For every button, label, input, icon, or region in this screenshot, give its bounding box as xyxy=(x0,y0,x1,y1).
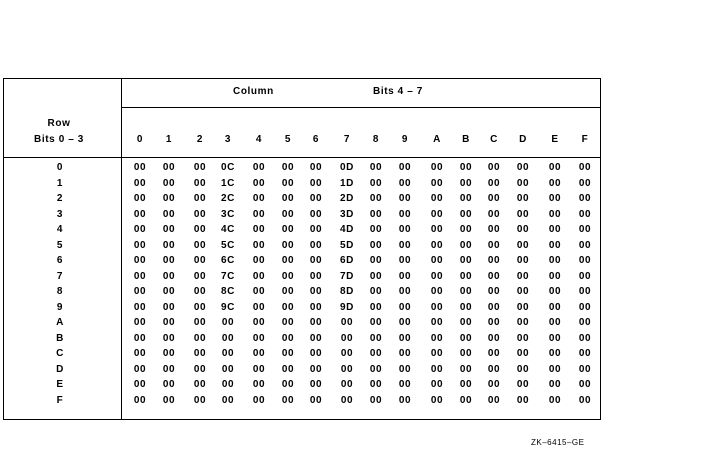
column-header: B xyxy=(462,134,470,145)
table-cell: 00 xyxy=(459,379,473,390)
table-cell: 4C xyxy=(221,224,235,235)
table-cell: 00 xyxy=(369,177,383,189)
table-cell: 00 xyxy=(193,162,207,173)
table-cell: 00 xyxy=(133,239,147,251)
table-cell: 00 xyxy=(487,255,501,266)
table-cell: 00 xyxy=(162,379,176,390)
table-cell: 00 xyxy=(516,394,530,406)
row-label: C xyxy=(56,348,64,359)
table-cell: 00 xyxy=(369,348,383,359)
table-cell: 5D xyxy=(340,239,354,251)
table-cell: 00 xyxy=(133,317,147,328)
table-cell: 00 xyxy=(340,363,354,375)
table-cell: 00 xyxy=(252,208,266,220)
table-cell: 0D xyxy=(340,162,354,173)
table-cell: 00 xyxy=(252,270,266,282)
table-cell: 00 xyxy=(252,394,266,406)
table-cell: 00 xyxy=(309,317,323,328)
table-cell: 00 xyxy=(309,224,323,235)
table-cell: 00 xyxy=(193,208,207,220)
table-cell: 00 xyxy=(430,208,444,220)
table-cell: 3C xyxy=(221,208,235,220)
row-label: 2 xyxy=(56,193,64,204)
table-cell: 00 xyxy=(430,348,444,359)
table-cell: 00 xyxy=(578,162,592,173)
table-cell: 00 xyxy=(193,348,207,359)
table-cell: 5C xyxy=(221,239,235,251)
table-cell: 00 xyxy=(548,394,562,406)
table-cell: 00 xyxy=(309,162,323,173)
table-cell: 00 xyxy=(133,286,147,297)
table-cell: 00 xyxy=(162,332,176,344)
table-cell: 00 xyxy=(516,162,530,173)
table-cell: 00 xyxy=(398,363,412,375)
table-cell: 00 xyxy=(430,317,444,328)
table-cell: 00 xyxy=(309,379,323,390)
row-label: 9 xyxy=(56,301,64,313)
table-cell: 00 xyxy=(487,162,501,173)
row-title: Row xyxy=(47,118,71,129)
table-cell: 00 xyxy=(369,224,383,235)
table-cell: 2D xyxy=(340,193,354,204)
table-cell: 00 xyxy=(487,363,501,375)
table-cell: 00 xyxy=(133,332,147,344)
table-cell: 00 xyxy=(487,239,501,251)
table-cell: 00 xyxy=(221,379,235,390)
table-cell: 00 xyxy=(162,270,176,282)
table-cell: 00 xyxy=(193,301,207,313)
table-cell: 00 xyxy=(516,379,530,390)
table-cell: 00 xyxy=(578,348,592,359)
table-cell: 00 xyxy=(252,317,266,328)
table-cell: 00 xyxy=(548,379,562,390)
table-cell: 00 xyxy=(487,332,501,344)
row-label: 6 xyxy=(56,255,64,266)
table-cell: 00 xyxy=(309,394,323,406)
table-cell: 00 xyxy=(578,255,592,266)
table-cell: 00 xyxy=(516,255,530,266)
table-cell: 00 xyxy=(369,332,383,344)
table-cell: 2C xyxy=(221,193,235,204)
table-cell: 00 xyxy=(193,177,207,189)
row-label: E xyxy=(56,379,64,390)
table-cell: 00 xyxy=(281,193,295,204)
table-cell: 00 xyxy=(398,317,412,328)
table-cell: 00 xyxy=(281,208,295,220)
table-cell: 00 xyxy=(193,270,207,282)
table-cell: 00 xyxy=(309,177,323,189)
table-cell: 00 xyxy=(398,177,412,189)
table-cell: 00 xyxy=(516,286,530,297)
table-cell: 00 xyxy=(487,208,501,220)
table-cell: 00 xyxy=(430,177,444,189)
column-header: 1 xyxy=(165,134,173,145)
table-cell: 00 xyxy=(430,239,444,251)
table-cell: 00 xyxy=(459,317,473,328)
table-cell: 00 xyxy=(221,348,235,359)
table-cell: 00 xyxy=(487,348,501,359)
column-header: 2 xyxy=(196,134,204,145)
table-cell: 00 xyxy=(398,224,412,235)
table-cell: 00 xyxy=(133,301,147,313)
table-cell: 00 xyxy=(548,301,562,313)
column-header: 9 xyxy=(401,134,409,145)
table-cell: 00 xyxy=(193,286,207,297)
table-cell: 00 xyxy=(133,208,147,220)
table-cell: 00 xyxy=(340,317,354,328)
table-cell: 00 xyxy=(459,394,473,406)
table-cell: 00 xyxy=(369,193,383,204)
table-cell: 00 xyxy=(430,193,444,204)
table-cell: 00 xyxy=(252,286,266,297)
table-cell: 7D xyxy=(340,270,354,282)
table-cell: 00 xyxy=(340,379,354,390)
table-cell: 00 xyxy=(548,162,562,173)
table-cell: 00 xyxy=(281,394,295,406)
column-header-divider xyxy=(121,107,600,108)
table-cell: 00 xyxy=(459,193,473,204)
table-cell: 00 xyxy=(398,348,412,359)
table-cell: 1D xyxy=(340,177,354,189)
table-cell: 00 xyxy=(162,255,176,266)
table-cell: 9D xyxy=(340,301,354,313)
table-cell: 00 xyxy=(548,332,562,344)
table-cell: 00 xyxy=(162,177,176,189)
table-cell: 00 xyxy=(281,379,295,390)
table-cell: 00 xyxy=(548,317,562,328)
table-cell: 00 xyxy=(309,348,323,359)
table-cell: 00 xyxy=(398,286,412,297)
table-cell: 00 xyxy=(548,224,562,235)
table-cell: 00 xyxy=(133,379,147,390)
table-cell: 00 xyxy=(430,394,444,406)
table-cell: 00 xyxy=(193,394,207,406)
table-cell: 00 xyxy=(162,286,176,297)
table-cell: 00 xyxy=(578,177,592,189)
table-cell: 00 xyxy=(578,379,592,390)
table-cell: 00 xyxy=(252,332,266,344)
table-cell: 9C xyxy=(221,301,235,313)
table-cell: 00 xyxy=(430,363,444,375)
table-cell: 00 xyxy=(162,208,176,220)
table-cell: 00 xyxy=(430,379,444,390)
table-cell: 00 xyxy=(369,239,383,251)
table-cell: 00 xyxy=(281,348,295,359)
table-cell: 00 xyxy=(548,363,562,375)
table-cell: 00 xyxy=(133,255,147,266)
table-cell: 8D xyxy=(340,286,354,297)
table-cell: 00 xyxy=(548,270,562,282)
header-body-divider xyxy=(4,157,600,158)
table-cell: 00 xyxy=(430,332,444,344)
table-cell: 00 xyxy=(281,255,295,266)
table-cell: 00 xyxy=(162,394,176,406)
table-cell: 00 xyxy=(548,255,562,266)
table-cell: 00 xyxy=(162,239,176,251)
table-cell: 00 xyxy=(281,239,295,251)
table-cell: 00 xyxy=(459,239,473,251)
table-cell: 00 xyxy=(398,193,412,204)
table-cell: 00 xyxy=(281,363,295,375)
table-cell: 00 xyxy=(430,162,444,173)
table-cell: 00 xyxy=(162,301,176,313)
table-cell: 00 xyxy=(398,255,412,266)
table-cell: 00 xyxy=(193,239,207,251)
table-cell: 00 xyxy=(133,177,147,189)
table-cell: 00 xyxy=(252,363,266,375)
table-cell: 00 xyxy=(459,208,473,220)
table-cell: 00 xyxy=(162,162,176,173)
table-cell: 00 xyxy=(369,208,383,220)
table-cell: 00 xyxy=(309,255,323,266)
table-cell: 00 xyxy=(221,317,235,328)
code-table xyxy=(3,78,601,420)
table-cell: 00 xyxy=(252,255,266,266)
table-cell: 00 xyxy=(398,301,412,313)
table-cell: 00 xyxy=(548,193,562,204)
table-cell: 00 xyxy=(133,270,147,282)
table-cell: 00 xyxy=(516,239,530,251)
column-header: 7 xyxy=(343,134,351,145)
table-cell: 4D xyxy=(340,224,354,235)
row-label: 5 xyxy=(56,239,64,251)
table-cell: 00 xyxy=(516,301,530,313)
table-cell: 00 xyxy=(430,270,444,282)
column-header: 6 xyxy=(312,134,320,145)
table-cell: 00 xyxy=(252,348,266,359)
row-label: 1 xyxy=(56,177,64,189)
table-cell: 00 xyxy=(193,317,207,328)
table-cell: 00 xyxy=(369,255,383,266)
figure-id: ZK–6415–GE xyxy=(531,438,585,447)
row-label: 3 xyxy=(56,208,64,220)
table-cell: 00 xyxy=(516,270,530,282)
table-cell: 00 xyxy=(548,239,562,251)
table-cell: 00 xyxy=(487,270,501,282)
table-cell: 00 xyxy=(459,255,473,266)
table-cell: 00 xyxy=(516,363,530,375)
table-cell: 00 xyxy=(133,363,147,375)
table-cell: 00 xyxy=(398,270,412,282)
table-cell: 00 xyxy=(487,379,501,390)
column-header: 4 xyxy=(255,134,263,145)
table-cell: 00 xyxy=(369,301,383,313)
table-cell: 00 xyxy=(162,224,176,235)
table-cell: 00 xyxy=(459,177,473,189)
table-cell: 00 xyxy=(548,177,562,189)
table-cell: 00 xyxy=(516,332,530,344)
table-cell: 7C xyxy=(221,270,235,282)
table-cell: 00 xyxy=(459,162,473,173)
table-cell: 00 xyxy=(281,286,295,297)
table-cell: 00 xyxy=(430,301,444,313)
column-header: 0 xyxy=(136,134,144,145)
table-cell: 00 xyxy=(309,286,323,297)
table-cell: 00 xyxy=(459,270,473,282)
column-header: E xyxy=(551,134,559,145)
table-cell: 00 xyxy=(281,301,295,313)
bits-low-title: Bits 0 – 3 xyxy=(34,134,84,145)
row-label: 4 xyxy=(56,224,64,235)
table-cell: 00 xyxy=(309,301,323,313)
table-cell: 00 xyxy=(252,239,266,251)
table-cell: 00 xyxy=(281,332,295,344)
column-title: Column xyxy=(233,86,274,97)
row-label: 0 xyxy=(56,162,64,173)
table-cell: 00 xyxy=(548,208,562,220)
column-header: A xyxy=(433,134,441,145)
table-cell: 00 xyxy=(398,332,412,344)
table-cell: 00 xyxy=(487,224,501,235)
table-cell: 00 xyxy=(369,286,383,297)
table-cell: 00 xyxy=(487,193,501,204)
table-cell: 00 xyxy=(578,301,592,313)
table-cell: 00 xyxy=(430,255,444,266)
table-cell: 00 xyxy=(487,317,501,328)
table-cell: 00 xyxy=(516,224,530,235)
table-cell: 00 xyxy=(193,193,207,204)
table-cell: 00 xyxy=(281,162,295,173)
table-cell: 00 xyxy=(459,224,473,235)
column-header: 8 xyxy=(372,134,380,145)
table-cell: 00 xyxy=(252,379,266,390)
table-cell: 00 xyxy=(309,332,323,344)
table-cell: 00 xyxy=(162,317,176,328)
table-cell: 00 xyxy=(578,317,592,328)
table-cell: 00 xyxy=(459,348,473,359)
table-cell: 00 xyxy=(369,363,383,375)
table-cell: 00 xyxy=(369,379,383,390)
table-cell: 00 xyxy=(162,193,176,204)
table-cell: 00 xyxy=(430,286,444,297)
table-cell: 00 xyxy=(516,317,530,328)
table-cell: 00 xyxy=(309,239,323,251)
table-cell: 00 xyxy=(133,224,147,235)
table-cell: 00 xyxy=(309,270,323,282)
table-cell: 00 xyxy=(340,394,354,406)
table-cell: 00 xyxy=(309,363,323,375)
table-cell: 00 xyxy=(369,162,383,173)
table-cell: 1C xyxy=(221,177,235,189)
row-label: A xyxy=(56,317,64,328)
table-cell: 00 xyxy=(221,394,235,406)
table-cell: 00 xyxy=(578,193,592,204)
table-cell: 00 xyxy=(193,224,207,235)
table-cell: 00 xyxy=(281,224,295,235)
table-cell: 00 xyxy=(162,348,176,359)
table-cell: 6D xyxy=(340,255,354,266)
table-cell: 00 xyxy=(252,162,266,173)
table-cell: 00 xyxy=(281,317,295,328)
table-cell: 00 xyxy=(221,332,235,344)
table-cell: 00 xyxy=(578,224,592,235)
table-cell: 00 xyxy=(221,363,235,375)
table-cell: 00 xyxy=(369,317,383,328)
table-cell: 00 xyxy=(578,332,592,344)
row-label: B xyxy=(56,332,64,344)
table-cell: 00 xyxy=(578,270,592,282)
table-cell: 00 xyxy=(252,193,266,204)
table-cell: 00 xyxy=(309,208,323,220)
table-cell: 00 xyxy=(459,332,473,344)
table-cell: 00 xyxy=(516,208,530,220)
table-cell: 00 xyxy=(281,270,295,282)
table-cell: 00 xyxy=(309,193,323,204)
table-cell: 00 xyxy=(459,286,473,297)
table-cell: 00 xyxy=(516,177,530,189)
table-cell: 00 xyxy=(578,394,592,406)
table-cell: 00 xyxy=(133,193,147,204)
table-cell: 00 xyxy=(548,348,562,359)
table-cell: 00 xyxy=(133,394,147,406)
table-cell: 00 xyxy=(398,394,412,406)
table-cell: 00 xyxy=(340,332,354,344)
row-label: 8 xyxy=(56,286,64,297)
table-cell: 00 xyxy=(340,348,354,359)
table-cell: 00 xyxy=(162,363,176,375)
table-cell: 00 xyxy=(252,177,266,189)
row-label: D xyxy=(56,363,64,375)
table-cell: 00 xyxy=(369,394,383,406)
table-cell: 00 xyxy=(133,162,147,173)
table-cell: 00 xyxy=(193,255,207,266)
row-label: F xyxy=(56,394,64,406)
table-cell: 00 xyxy=(487,286,501,297)
row-header-divider xyxy=(121,79,122,419)
table-cell: 3D xyxy=(340,208,354,220)
column-header: 3 xyxy=(224,134,232,145)
table-cell: 00 xyxy=(578,239,592,251)
table-cell: 00 xyxy=(193,363,207,375)
table-cell: 00 xyxy=(487,301,501,313)
column-header: D xyxy=(519,134,527,145)
table-cell: 00 xyxy=(193,332,207,344)
table-cell: 00 xyxy=(578,363,592,375)
table-cell: 8C xyxy=(221,286,235,297)
column-header: C xyxy=(490,134,498,145)
table-cell: 00 xyxy=(548,286,562,297)
table-cell: 00 xyxy=(133,348,147,359)
table-cell: 00 xyxy=(459,363,473,375)
table-cell: 0C xyxy=(221,162,235,173)
table-cell: 00 xyxy=(516,193,530,204)
table-cell: 00 xyxy=(193,379,207,390)
table-cell: 00 xyxy=(430,224,444,235)
table-cell: 00 xyxy=(398,162,412,173)
table-cell: 00 xyxy=(369,270,383,282)
table-cell: 6C xyxy=(221,255,235,266)
column-header: 5 xyxy=(284,134,292,145)
table-cell: 00 xyxy=(487,394,501,406)
table-cell: 00 xyxy=(398,239,412,251)
table-cell: 00 xyxy=(516,348,530,359)
table-cell: 00 xyxy=(578,286,592,297)
table-cell: 00 xyxy=(252,301,266,313)
column-header: F xyxy=(581,134,589,145)
table-cell: 00 xyxy=(398,379,412,390)
table-cell: 00 xyxy=(398,208,412,220)
table-cell: 00 xyxy=(578,208,592,220)
bits-high-title: Bits 4 – 7 xyxy=(373,86,423,97)
table-cell: 00 xyxy=(487,177,501,189)
table-cell: 00 xyxy=(281,177,295,189)
table-cell: 00 xyxy=(252,224,266,235)
row-label: 7 xyxy=(56,270,64,282)
table-cell: 00 xyxy=(459,301,473,313)
